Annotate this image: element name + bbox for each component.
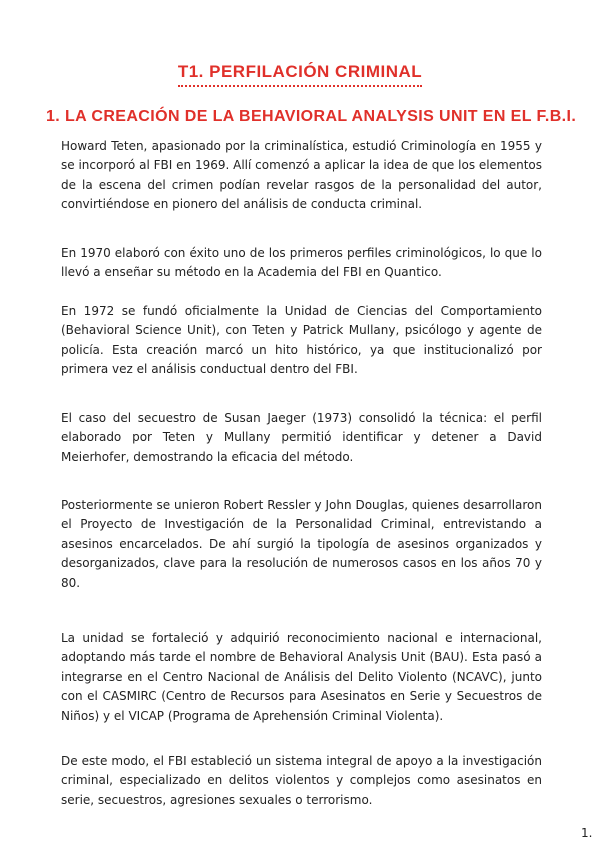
section-heading: 1. LA CREACIÓN DE LA BEHAVIORAL ANALYSIS UNIT EN EL F.B.I. bbox=[46, 108, 577, 125]
paragraph: De este modo, el FBI estableció un sistema integral de apoyo a la investigación criminal, especializado en delitos violentos y complejos como asesinatos en serie, secuestros, agresiones sexuales o terrorismo. bbox=[61, 754, 542, 807]
page-number: 1. bbox=[581, 826, 593, 840]
paragraph: La unidad se fortaleció y adquirió reconocimiento nacional e internacional, adoptando más tarde el nombre de Behavioral Analysis Unit (BAU). Esta pasó a integrarse en el Centro Nacional de Análisis del Delito Violento (NCAVC), junto con el CASMIRC (Centro de Recursos para Asesinatos en Serie y Secuestros de Niños) y el VICAP (Programa de Aprehensión Criminal Violenta). bbox=[61, 631, 542, 723]
paragraph: Posteriormente se unieron Robert Ressler y John Douglas, quienes desarrollaron el Proyecto de Investigación de la Personalidad Criminal, entrevistando a asesinos encarcelados. De ahí surgió la tipología de asesinos organizados y desorganizados, clave para la resolución de numerosos casos en los años 70 y 80. bbox=[61, 498, 542, 590]
paragraph: El caso del secuestro de Susan Jaeger (1973) consolidó la técnica: el perfil elaborado por Teten y Mullany permitió identificar y detener a David Meierhofer, demostrando la eficacia del método. bbox=[61, 411, 542, 464]
title-container bbox=[0, 62, 600, 87]
paragraph: En 1970 elaboró con éxito uno de los primeros perfiles criminológicos, lo que lo llevó a enseñar su método en la Academia del FBI en Quantico. bbox=[61, 246, 542, 280]
paragraph: En 1972 se fundó oficialmente la Unidad de Ciencias del Comportamiento (Behavioral Science Unit), con Teten y Patrick Mullany, psicólogo y agente de policía. Esta creación marcó un hito histórico, ya que institucionalizó por primera vez el análisis conductual dentro del FBI. bbox=[61, 304, 542, 377]
paragraph: Howard Teten, apasionado por la criminalística, estudió Criminología en 1955 y se incorporó al FBI en 1969. Allí comenzó a aplicar la idea de que los elementos de la escena del crimen podían revelar rasgos de la personalidad del autor, convirtiéndose en pionero del análisis de conducta criminal. bbox=[61, 139, 542, 212]
document-title: T1. PERFILACIÓN CRIMINAL bbox=[178, 62, 422, 87]
